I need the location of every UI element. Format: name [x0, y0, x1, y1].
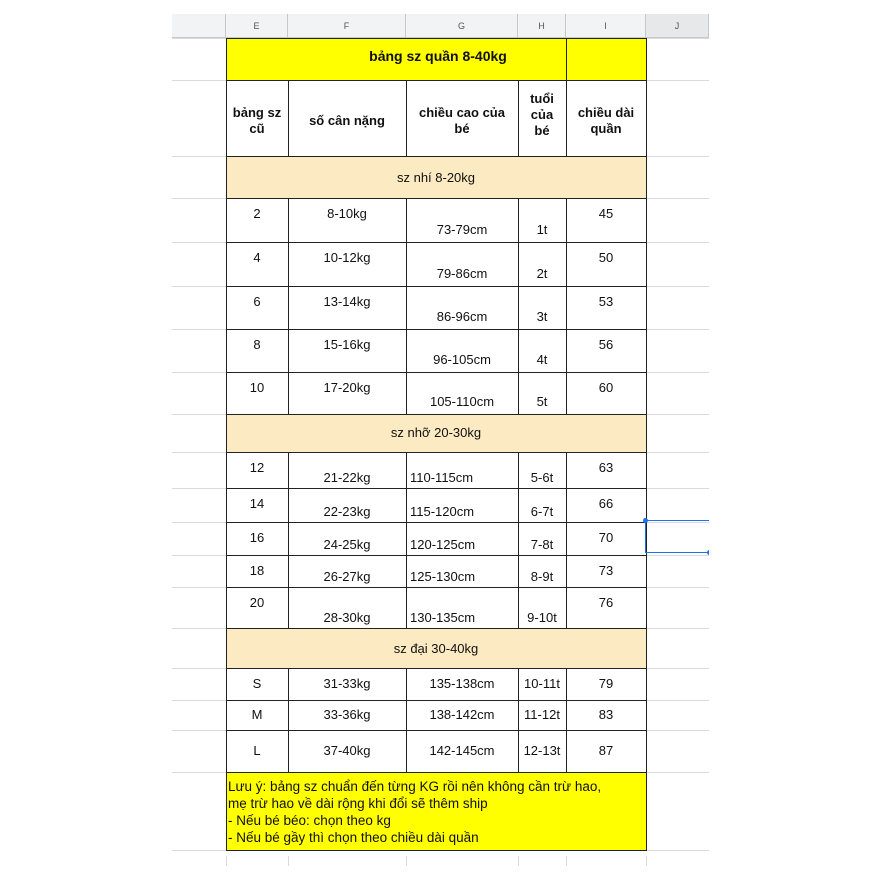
header-old-size: bảng sz cũ: [232, 105, 282, 136]
table-cell-length: 56: [598, 337, 614, 352]
note-line: mẹ trừ hao về dài rộng khi đổi sẽ thêm ship: [228, 796, 488, 811]
header-age: tuổi của bé: [530, 91, 554, 138]
note-line: - Nếu bé gầy thì chọn theo chiều dài quần: [228, 830, 479, 845]
note-text: [228, 778, 601, 846]
spreadsheet: [172, 14, 709, 866]
table-border: [226, 38, 227, 850]
table-cell-size: 2: [253, 206, 261, 221]
column-letter: F: [343, 20, 350, 31]
table-border: [288, 198, 289, 414]
table-cell-length: 45: [598, 206, 614, 221]
table-cell-height: 125-130cm: [410, 569, 476, 584]
column-letter: J: [674, 20, 680, 31]
column-header-f[interactable]: [288, 14, 406, 38]
table-cell-height: 135-138cm: [429, 676, 495, 691]
table-cell-weight: 17-20kg: [323, 380, 371, 395]
table-cell-length: 66: [598, 496, 614, 511]
table-cell-height: 73-79cm: [436, 222, 488, 237]
table-cell-age: 11-12t: [524, 707, 560, 722]
table-cell-size: 18: [249, 563, 265, 578]
table-cell-height: 130-135cm: [410, 610, 476, 625]
table-cell-age: 5-6t: [530, 470, 554, 485]
table-cell-size: S: [252, 676, 262, 691]
table-cell-height: 105-110cm: [429, 394, 495, 409]
table-border: [288, 452, 289, 628]
table-cell-weight: 13-14kg: [323, 294, 371, 309]
table-cell-weight: 33-36kg: [323, 707, 371, 722]
table-border: [226, 488, 647, 489]
selection-handle[interactable]: [643, 518, 648, 523]
table-border: [518, 80, 519, 156]
table-border: [226, 38, 647, 39]
table-cell-height: 86-96cm: [436, 309, 488, 324]
table-cell-weight: 10-12kg: [323, 250, 371, 265]
table-border: [518, 668, 519, 772]
table-cell-length: 73: [598, 563, 614, 578]
column-letter: I: [604, 20, 607, 31]
table-cell-size: M: [251, 707, 263, 722]
table-cell-height: 142-145cm: [429, 743, 495, 758]
table-cell-age: 8-9t: [530, 569, 554, 584]
table-border: [226, 80, 647, 81]
table-cell-age: 3t: [536, 309, 548, 324]
table-border: [226, 730, 647, 731]
table-border: [226, 242, 647, 243]
column-header-h[interactable]: [518, 14, 566, 38]
table-border: [226, 772, 647, 773]
table-cell-weight: 22-23kg: [323, 504, 371, 519]
table-cell-weight: 21-22kg: [323, 470, 371, 485]
table-cell-age: 12-13t: [523, 743, 561, 758]
table-cell-weight: 37-40kg: [323, 743, 371, 758]
table-cell-size: 6: [253, 294, 261, 309]
table-cell-height: 110-115cm: [410, 470, 474, 485]
note-line: - Nếu bé béo: chọn theo kg: [228, 813, 391, 828]
table-cell-height: 115-120cm: [410, 504, 475, 519]
table-cell-size: 12: [249, 460, 265, 475]
table-cell-age: 2t: [536, 266, 548, 281]
table-border: [226, 587, 647, 588]
table-cell-age: 9-10t: [527, 610, 557, 625]
table-border: [226, 555, 647, 556]
table-border: [406, 198, 407, 414]
table-border: [566, 452, 567, 628]
table-cell-size: 16: [249, 530, 265, 545]
table-border: [226, 452, 647, 453]
column-letter: G: [457, 20, 465, 31]
table-cell-size: 20: [249, 595, 265, 610]
header-length: chiều dài quần: [577, 105, 635, 136]
table-cell-length: 79: [598, 676, 614, 691]
table-title: bảng sz quần 8-40kg: [369, 48, 507, 64]
column-letter: H: [538, 20, 545, 31]
column-header-j[interactable]: [646, 14, 709, 38]
column-header-g[interactable]: [406, 14, 518, 38]
table-border: [406, 452, 407, 628]
table-cell-weight: 26-27kg: [323, 569, 371, 584]
table-cell-weight: 28-30kg: [323, 610, 371, 625]
table-border: [518, 452, 519, 628]
table-cell-weight: 31-33kg: [323, 676, 371, 691]
table-border: [226, 156, 647, 157]
table-border: [566, 80, 567, 156]
group-label: sz nhỡ 20-30kg: [390, 425, 482, 440]
column-header-i[interactable]: [566, 14, 646, 38]
table-cell-weight: 15-16kg: [323, 337, 371, 352]
table-cell-age: 4t: [536, 352, 548, 367]
header-weight: số cân nặng: [309, 113, 385, 128]
table-cell-size: L: [253, 743, 261, 758]
column-letter: E: [253, 20, 260, 31]
table-cell-age: 6-7t: [530, 504, 554, 519]
table-border: [226, 700, 647, 701]
table-cell-height: 138-142cm: [429, 707, 495, 722]
table-cell-height: 120-125cm: [410, 537, 476, 552]
table-cell-length: 76: [598, 595, 614, 610]
table-cell-length: 83: [598, 707, 614, 722]
table-cell-length: 63: [598, 460, 614, 475]
column-header-e[interactable]: [226, 14, 288, 38]
table-border: [566, 38, 567, 80]
table-border: [226, 414, 647, 415]
table-border: [226, 668, 647, 669]
table-border: [518, 198, 519, 414]
table-border: [406, 80, 407, 156]
table-cell-length: 87: [598, 743, 614, 758]
table-cell-length: 60: [598, 380, 614, 395]
group-label: sz nhí 8-20kg: [396, 170, 476, 185]
table-cell-size: 4: [253, 250, 261, 265]
table-cell-weight: 24-25kg: [323, 537, 371, 552]
table-border: [226, 286, 647, 287]
table-cell-length: 70: [598, 530, 614, 545]
table-border: [566, 198, 567, 414]
cell-selection[interactable]: [645, 520, 709, 553]
table-cell-length: 53: [598, 294, 614, 309]
table-cell-length: 50: [598, 250, 614, 265]
table-cell-height: 79-86cm: [436, 266, 488, 281]
table-border: [226, 522, 647, 523]
note-line: Lưu ý: bảng sz chuẩn đến từng KG rồi nên không cần trừ hao,: [228, 779, 602, 794]
table-border: [406, 668, 407, 772]
table-cell-size: 8: [253, 337, 261, 352]
table-border: [566, 668, 567, 772]
table-border: [288, 80, 289, 156]
column-header-blank: [172, 14, 226, 38]
table-border: [226, 329, 647, 330]
table-cell-age: 5t: [536, 394, 548, 409]
header-height: chiều cao của bé: [419, 105, 505, 136]
table-cell-age: 10-11t: [524, 676, 560, 691]
table-cell-weight: 8-10kg: [327, 206, 367, 221]
group-label: sz đại 30-40kg: [393, 641, 479, 656]
table-border: [226, 198, 647, 199]
table-border: [226, 850, 647, 851]
table-border: [226, 372, 647, 373]
table-cell-age: 1t: [536, 222, 548, 237]
selection-handle[interactable]: [707, 550, 709, 555]
table-border: [646, 38, 647, 850]
table-border: [288, 668, 289, 772]
table-cell-height: 96-105cm: [433, 352, 491, 367]
table-border: [226, 628, 647, 629]
table-cell-age: 7-8t: [530, 537, 554, 552]
table-cell-size: 14: [249, 496, 265, 511]
table-cell-size: 10: [249, 380, 265, 395]
